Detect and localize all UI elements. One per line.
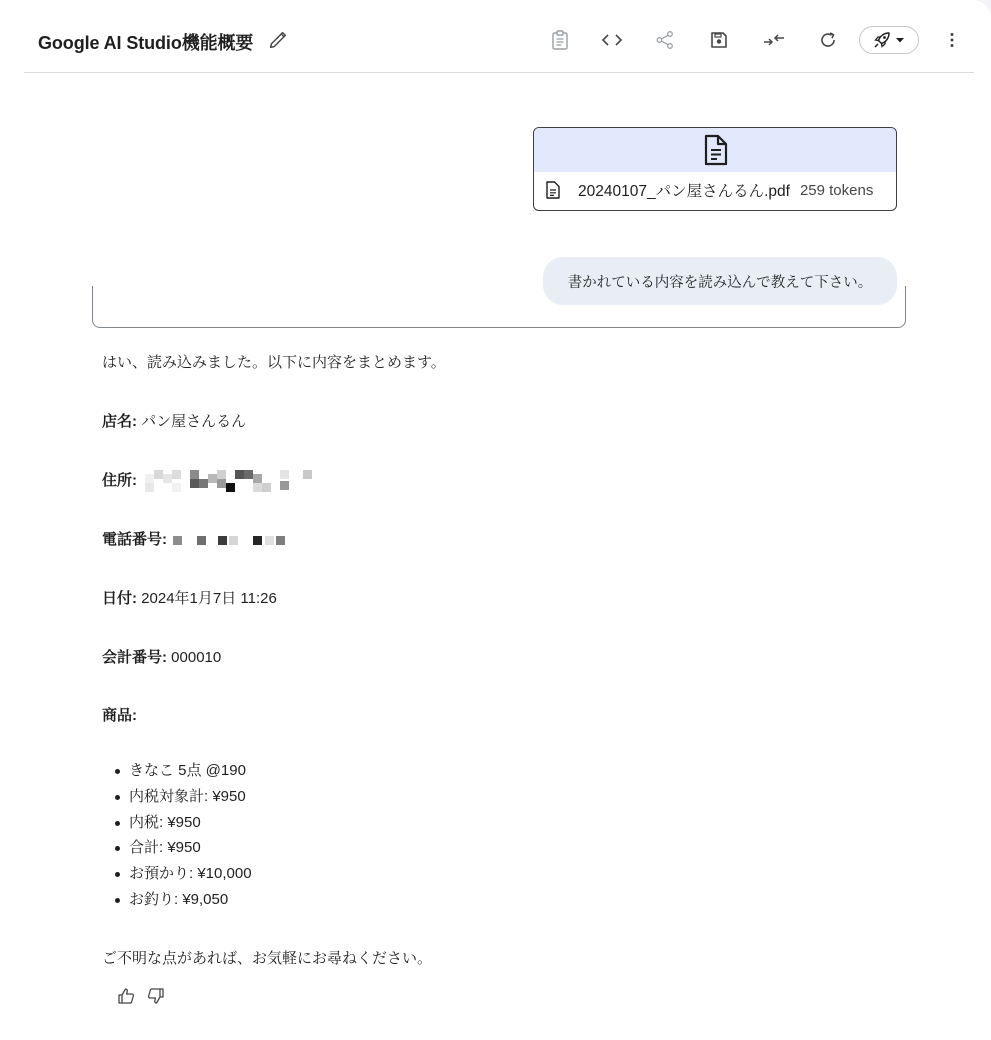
code-icon[interactable] bbox=[598, 26, 626, 54]
store-name-line bbox=[102, 410, 246, 431]
attachment-token-count: 259 tokens bbox=[799, 181, 874, 199]
store-name-label: 店名: bbox=[102, 413, 137, 430]
phone-line bbox=[102, 528, 289, 549]
clipboard-icon[interactable] bbox=[546, 26, 574, 54]
refresh-icon[interactable] bbox=[814, 26, 842, 54]
account-number-value: 000010 bbox=[171, 649, 222, 666]
file-icon bbox=[546, 181, 560, 199]
share-icon[interactable] bbox=[651, 26, 679, 54]
date-label: 日付: bbox=[102, 590, 137, 607]
list-item: 内税対象計: ¥950 bbox=[112, 784, 252, 810]
document-icon bbox=[704, 134, 728, 166]
header bbox=[24, 0, 974, 73]
list-item: 内税: ¥950 bbox=[112, 810, 252, 836]
account-number-label: 会計番号: bbox=[102, 649, 167, 666]
list-item: お釣り: ¥9,050 bbox=[112, 887, 252, 913]
page-title: Google AI Studio機能概要 bbox=[38, 33, 254, 53]
list-item: 合計: ¥950 bbox=[112, 835, 252, 861]
attachment-info bbox=[546, 178, 873, 202]
redacted-address bbox=[145, 470, 321, 492]
address-label: 住所: bbox=[102, 472, 137, 489]
user-message-bubble: 書かれている内容を読み込んで教えて下さい。 bbox=[543, 257, 897, 305]
date-value: 2024年1月7日 11:26 bbox=[141, 590, 277, 607]
thumbs-up-icon[interactable] bbox=[116, 986, 136, 1006]
attachment-preview bbox=[534, 128, 896, 172]
account-number-line bbox=[102, 646, 221, 667]
address-line bbox=[102, 469, 321, 492]
caret-down-icon bbox=[895, 35, 905, 45]
date-line bbox=[102, 587, 277, 608]
redacted-phone bbox=[173, 534, 289, 546]
items-heading bbox=[102, 704, 137, 725]
edit-icon[interactable] bbox=[267, 29, 289, 51]
attachment-file-name: 20240107_パン屋さんるん.pdf bbox=[578, 183, 790, 200]
rocket-icon bbox=[873, 31, 891, 49]
store-name-value: パン屋さんるん bbox=[141, 413, 247, 430]
response-intro: はい、読み込みました。以下に内容をまとめます。 bbox=[102, 354, 446, 371]
run-menu-button[interactable] bbox=[859, 26, 919, 54]
save-icon[interactable] bbox=[705, 26, 733, 54]
items-list bbox=[112, 758, 252, 913]
phone-label: 電話番号: bbox=[102, 531, 167, 548]
list-item: お預かり: ¥10,000 bbox=[112, 861, 252, 887]
more-vert-icon[interactable] bbox=[938, 26, 966, 54]
items-label: 商品: bbox=[102, 707, 137, 724]
thumbs-down-icon[interactable] bbox=[146, 986, 166, 1006]
list-item: きなこ 5点 @190 bbox=[112, 758, 252, 784]
compare-icon[interactable] bbox=[760, 26, 788, 54]
response-closing: ご不明な点があれば、お気軽にお尋ねください。 bbox=[102, 950, 433, 967]
attachment-card[interactable] bbox=[533, 127, 897, 211]
